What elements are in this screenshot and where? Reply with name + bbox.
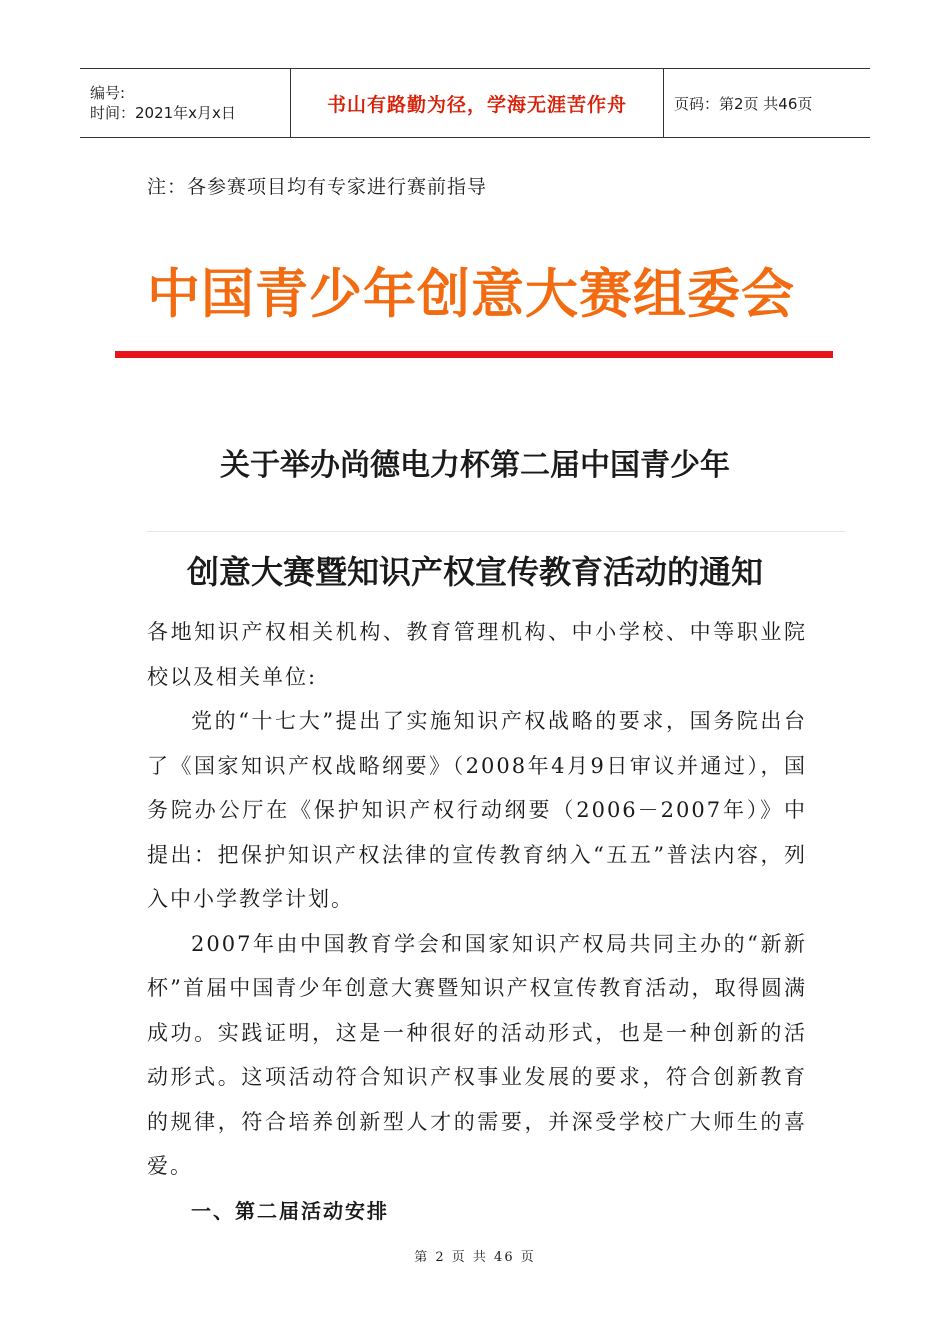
section-heading-1: 一、第二届活动安排 bbox=[191, 1198, 389, 1223]
date-label: 时间：2021年x月x日 bbox=[90, 104, 236, 122]
paragraph-2: 2007年由中国教育学会和国家知识产权局共同主办的“新新杯”首届中国青少年创意大赛暨知识产权宣传教育活动，取得圆满成功。实践证明，这是一种很好的活动形式，也是一种创新的活动形式。这项活动符合知识产权事业发展的要求，符合创新教育的规律，符合培养创新型人才的需要，并深受学校广大师生的喜爱。 bbox=[147, 931, 807, 1178]
header-page-cell bbox=[664, 69, 870, 137]
page-footer: 第 2 页 共 46 页 bbox=[414, 1250, 536, 1265]
page-header bbox=[80, 68, 870, 138]
header-motto: 书山有路勤为径，学海无涯苦作舟 bbox=[326, 93, 627, 116]
document-title-line1: 关于举办尚德电力杯第二届中国青少年 bbox=[220, 448, 730, 483]
organization-title: 中国青少年创意大赛组委会 bbox=[147, 264, 795, 325]
number-label: 编号: bbox=[90, 84, 126, 102]
thin-divider bbox=[146, 531, 846, 532]
salutation: 各地知识产权相关机构、教育管理机构、中小学校、中等职业院校以及相关单位: bbox=[147, 620, 807, 689]
note-text: 注：各参赛项目均有专家进行赛前指导 bbox=[147, 176, 488, 198]
header-meta bbox=[80, 69, 290, 137]
red-divider bbox=[115, 351, 833, 358]
document-body bbox=[147, 610, 807, 1233]
paragraph-1: 党的“十七大”提出了实施知识产权战略的要求，国务院出台了《国家知识产权战略纲要》（2008年4月9日审议并通过），国务院办公厅在《保护知识产权行动纲要（2006－2007年）》中提出：把保护知识产权法律的宣传教育纳入“五五”普法内容，列入中小学教学计划。 bbox=[147, 709, 807, 911]
document-title-line2: 创意大赛暨知识产权宣传教育活动的通知 bbox=[186, 553, 763, 591]
header-motto-cell bbox=[290, 69, 664, 137]
page-label: 页码：第2页 共46页 bbox=[674, 94, 813, 113]
